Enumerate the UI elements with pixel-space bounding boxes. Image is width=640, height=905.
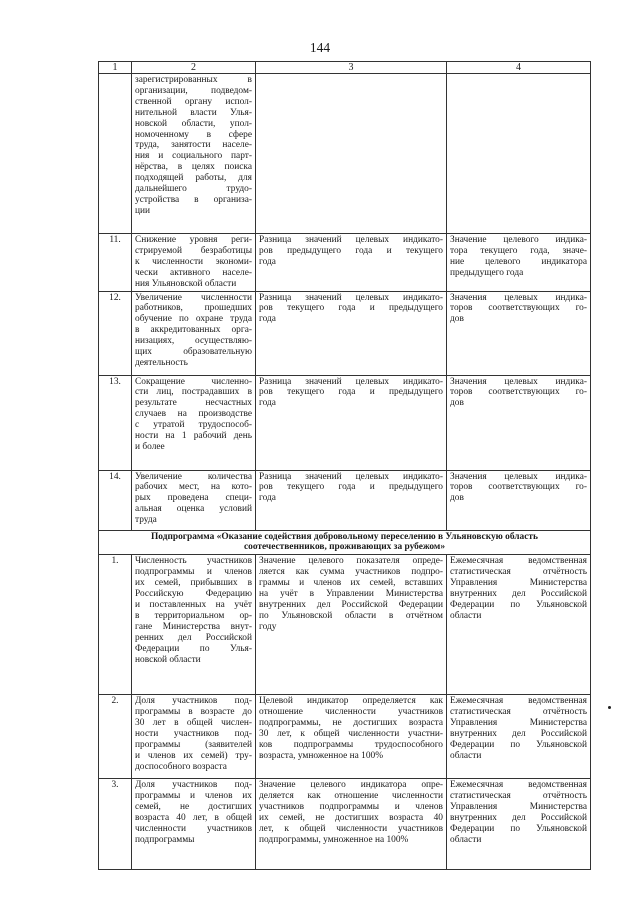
method-cell — [256, 470, 447, 530]
cell-line: по Ульяновской области в отчётном — [259, 610, 443, 621]
cell-line: внутренних дел Российской — [450, 729, 587, 740]
cell-line: возраста 40 лет, в общей — [135, 813, 252, 824]
table-row — [99, 555, 591, 695]
cell-line: Разница значений целевых индикато- — [259, 292, 443, 303]
section-row — [99, 530, 591, 555]
cell-line: устройства в организа- — [135, 194, 252, 205]
cell-line: ния Ульяновской области — [135, 278, 237, 289]
source-cell — [447, 779, 591, 870]
row-number-cell: 1. — [99, 555, 132, 695]
cell-line: дов — [450, 314, 464, 325]
cell-line: новской области, упол- — [135, 118, 252, 129]
indicator-cell — [132, 470, 256, 530]
cell-line: дов — [450, 493, 464, 504]
cell-line: обучение по охране труда — [135, 314, 252, 325]
cell-line: деляется как отношение численности — [259, 791, 443, 802]
cell-line: граммы и членов их семей, вставших — [259, 578, 443, 589]
cell-line: семей, не достигших — [135, 802, 252, 813]
cell-line: нёрства, в целях поиска — [135, 162, 252, 173]
cell-line: внутренних дел Российской Федерации — [259, 599, 443, 610]
cell-line: подпрограммы — [135, 834, 195, 845]
cell-line: Федерации по Ульяновской — [450, 739, 587, 750]
indicator-cell — [132, 291, 256, 375]
cell-line: дов — [450, 398, 464, 409]
cell-line: торов соответствующих го- — [450, 303, 587, 314]
row-number-cell: 13. — [99, 375, 132, 470]
section-title-line: Подпрограмма «Оказание содействия добровольному переселению в Ульяновскую область — [151, 531, 538, 542]
scan-mark — [608, 706, 611, 709]
cell-line: возраста, умноженное на 100% — [259, 750, 384, 761]
method-cell — [256, 555, 447, 695]
cell-line: ров текущего года и предыдущего — [259, 387, 443, 398]
cell-line: гане Министерства внут- — [135, 621, 252, 632]
cell-line: участников подпрограммы и членов — [259, 802, 443, 813]
cell-line: года — [259, 493, 276, 504]
cell-line: статистическая отчётность — [450, 707, 587, 718]
cell-line: Значения целевых индика- — [450, 376, 587, 387]
table-row — [99, 234, 591, 292]
cell-line: доспособного возраста — [135, 761, 227, 772]
cell-line: подходящей работы, для — [135, 173, 252, 184]
cell-line: численности участников — [135, 823, 252, 834]
cell-line: их семей, не достигших возраста 40 — [259, 813, 443, 824]
method-cell — [256, 234, 447, 292]
section-title-line: соотечественников, проживающих за рубежом» — [243, 542, 446, 553]
cell-line: Разница значений целевых индикато- — [259, 235, 443, 245]
cell-line: статистическая отчётность — [450, 567, 587, 578]
cell-line: ляется как сумма участников подпро- — [259, 567, 443, 578]
table-row — [99, 74, 591, 234]
cell-line: ции — [135, 205, 151, 216]
cell-line: Ежемесячная ведомственная — [450, 556, 587, 567]
cell-line: подпрограммы и членов — [135, 567, 252, 578]
cell-line: труда — [135, 515, 157, 526]
cell-line: ности на 1 рабочий день — [135, 431, 252, 442]
cell-line: Значение целевого показателя опреде- — [259, 556, 443, 567]
cell-line: и поставленных на учёт — [135, 599, 252, 610]
source-cell — [447, 470, 591, 530]
indicator-cell — [132, 375, 256, 470]
cell-line: программы и членов их — [135, 791, 252, 802]
cell-line: нительной власти Улья- — [135, 107, 252, 118]
cell-line: Численность участников — [135, 556, 252, 567]
cell-line: области — [450, 834, 482, 845]
table-row — [99, 291, 591, 375]
cell-line: Значения целевых индика- — [450, 292, 587, 303]
cell-line: тора текущего года, значе- — [450, 245, 587, 256]
cell-line: программы в возрасте до — [135, 707, 252, 718]
cell-line: Ежемесячная ведомственная — [450, 696, 587, 707]
cell-line: ренних дел Российской — [135, 632, 252, 643]
row-number-cell: 2. — [99, 695, 132, 779]
source-cell — [447, 234, 591, 292]
cell-line: Значения целевых индика- — [450, 471, 587, 482]
cell-line: рых проведена специ- — [135, 493, 252, 504]
cell-line: к численности экономи- — [135, 256, 252, 267]
cell-line: 30 лет в общей числен- — [135, 718, 252, 729]
cell-line: области — [450, 610, 482, 621]
cell-line: Увеличение количества — [135, 471, 252, 482]
cell-line: Российскую Федерацию — [135, 589, 252, 600]
source-cell — [447, 74, 591, 234]
indicator-cell — [132, 779, 256, 870]
indicator-cell — [132, 74, 256, 234]
table-row — [99, 470, 591, 530]
cell-line: стрируемой безработицы — [135, 245, 252, 256]
cell-line: года — [259, 256, 276, 267]
cell-line: программы (заявителей — [135, 739, 252, 750]
cell-line: Доля участников под- — [135, 696, 252, 707]
cell-line: Разница значений целевых индикато- — [259, 376, 443, 387]
cell-line: года — [259, 314, 276, 325]
cell-line: Федерации по Улья- — [135, 643, 252, 654]
cell-line: Доля участников под- — [135, 780, 252, 791]
table-row — [99, 779, 591, 870]
cell-line: ков подпрограммы трудоспособного — [259, 739, 443, 750]
cell-line: области — [450, 750, 482, 761]
cell-line: на учёт в Управлении Министерства — [259, 589, 443, 600]
cell-line: ров предыдущего года и текущего — [259, 245, 443, 256]
cell-line: с утратой трудоспособ- — [135, 420, 252, 431]
cell-line: статистическая отчётность — [450, 791, 587, 802]
header-col-1: 1 — [99, 62, 132, 74]
header-col-2: 2 — [132, 62, 256, 74]
row-number-cell: 3. — [99, 779, 132, 870]
cell-line: Значение целевого индика- — [450, 235, 587, 245]
cell-line: и более — [135, 441, 165, 452]
cell-line: торов соответствующих го- — [450, 482, 587, 493]
cell-line: сти лиц, пострадавших в — [135, 387, 252, 398]
indicator-cell — [132, 555, 256, 695]
source-cell — [447, 291, 591, 375]
cell-line: организации, подведом- — [135, 85, 252, 96]
method-cell — [256, 291, 447, 375]
row-number-cell: 14. — [99, 470, 132, 530]
cell-line: в аккредитованных орга- — [135, 325, 252, 336]
cell-line: рабочих мест, на кото- — [135, 482, 252, 493]
method-cell — [256, 695, 447, 779]
cell-line: торов соответствующих го- — [450, 387, 587, 398]
cell-line: Целевой индикатор определяется как — [259, 696, 443, 707]
cell-line: внутренних дел Российской — [450, 813, 587, 824]
table-row — [99, 375, 591, 470]
cell-line: ственной органу испол- — [135, 96, 252, 107]
cell-line: Значение целевого индикатора опре- — [259, 780, 443, 791]
cell-line: дальнейшего трудо- — [135, 184, 252, 195]
cell-line: подпрограммы, не достигших возраста — [259, 718, 443, 729]
cell-line: зарегистрированных в — [135, 75, 252, 85]
cell-line: ние целевого индикатора — [450, 256, 587, 267]
cell-line: Управления Министерства — [450, 718, 587, 729]
indicator-methods-table — [98, 61, 591, 870]
cell-line: Федерации по Ульяновской — [450, 599, 587, 610]
cell-line: номоченному в сфере — [135, 129, 252, 140]
cell-line: году — [259, 621, 277, 632]
cell-line: деятельность — [135, 357, 188, 368]
cell-line: подпрограммы, умноженное на 100% — [259, 834, 409, 845]
cell-line: года — [259, 398, 276, 409]
indicator-cell — [132, 234, 256, 292]
cell-line: случаев на производстве — [135, 409, 252, 420]
cell-line: 30 лет, к общей численности участни- — [259, 729, 443, 740]
cell-line: ров текущего года и предыдущего — [259, 303, 443, 314]
cell-line: ров текущего года и предыдущего — [259, 482, 443, 493]
cell-line: ности участников под- — [135, 729, 252, 740]
cell-line: лет, к общей численности участников — [259, 823, 443, 834]
header-col-4: 4 — [447, 62, 591, 74]
cell-line: Сокращение численно- — [135, 376, 252, 387]
cell-line: Увеличение численности — [135, 292, 252, 303]
cell-line: щих образовательную — [135, 347, 252, 358]
section-title — [99, 530, 591, 555]
cell-line: внутренних дел Российской — [450, 589, 587, 600]
indicator-cell — [132, 695, 256, 779]
cell-line: результате несчастных — [135, 398, 252, 409]
table-header-row — [99, 62, 591, 74]
method-cell — [256, 74, 447, 234]
source-cell — [447, 375, 591, 470]
cell-line: труда, занятости населе- — [135, 140, 252, 151]
cell-line: работников, прошедших — [135, 303, 252, 314]
cell-line: Федерации по Ульяновской — [450, 823, 587, 834]
cell-line: Управления Министерства — [450, 802, 587, 813]
row-number-cell — [99, 74, 132, 234]
cell-line: отношение численности участников — [259, 707, 443, 718]
source-cell — [447, 555, 591, 695]
source-cell — [447, 695, 591, 779]
method-cell — [256, 779, 447, 870]
row-number-cell: 11. — [99, 234, 132, 292]
page-number: 144 — [309, 40, 331, 55]
cell-line: Разница значений целевых индикато- — [259, 471, 443, 482]
cell-line: их семей, прибывших в — [135, 578, 252, 589]
cell-line: низациях, осуществляю- — [135, 336, 252, 347]
cell-line: альная оценка условий — [135, 504, 252, 515]
cell-line: чески активного населе- — [135, 267, 252, 278]
cell-line: и членов их семей) тру- — [135, 750, 252, 761]
cell-line: Ежемесячная ведомственная — [450, 780, 587, 791]
row-number-cell: 12. — [99, 291, 132, 375]
cell-line: ния и социального парт- — [135, 151, 252, 162]
table-body — [99, 62, 591, 870]
table-row — [99, 695, 591, 779]
cell-line: предыдущего года — [450, 267, 524, 278]
cell-line: новской области — [135, 654, 201, 665]
cell-line: Снижение уровня реги- — [135, 235, 252, 245]
cell-line: Управления Министерства — [450, 578, 587, 589]
method-cell — [256, 375, 447, 470]
header-col-3: 3 — [256, 62, 447, 74]
cell-line: в территориальном ор- — [135, 610, 252, 621]
